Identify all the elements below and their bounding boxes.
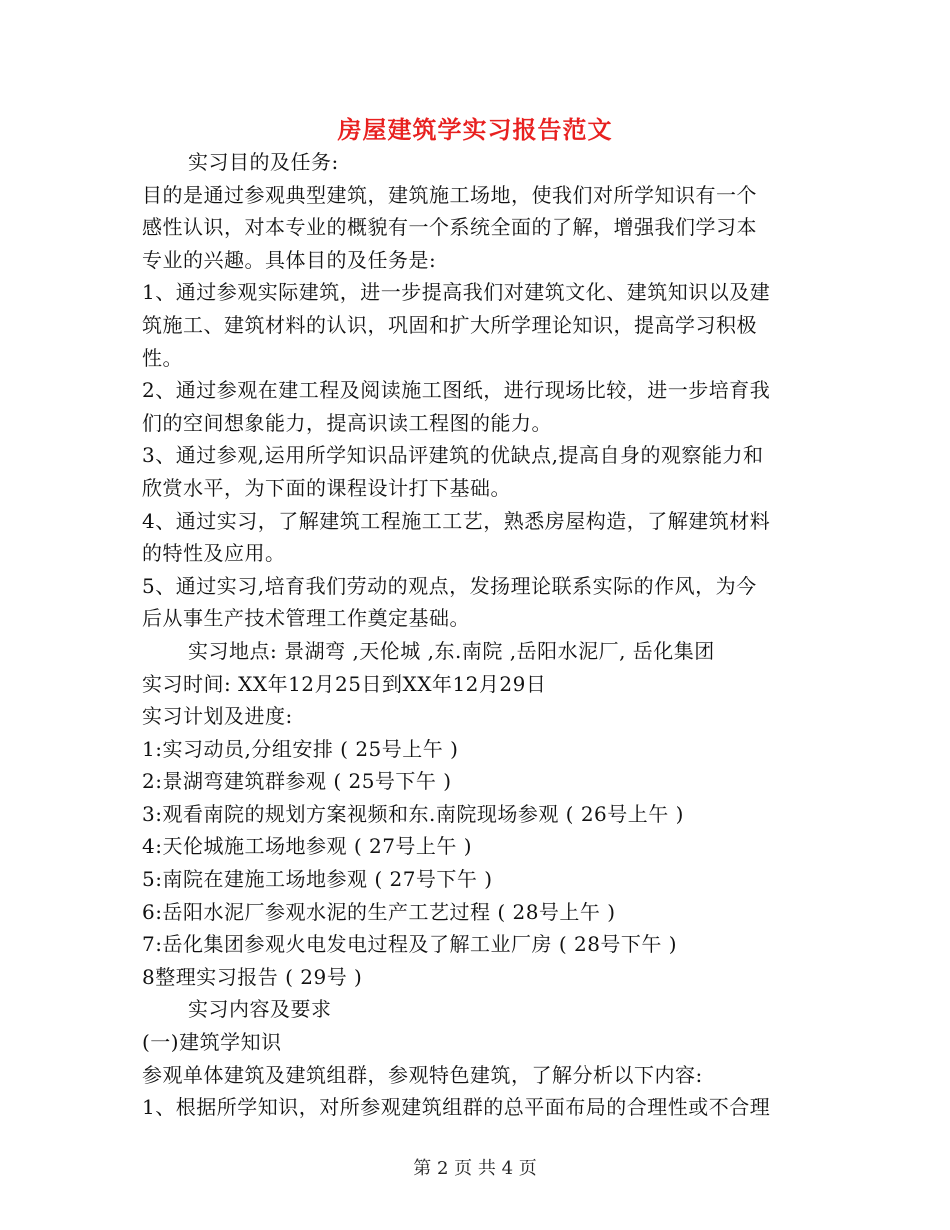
text-line: 3:观看南院的规划方案视频和东.南院现场参观 ( 26号上午 ) (142, 801, 684, 826)
text-line: 实习目的及任务: (188, 150, 339, 174)
text-line: 实习时间: XX年12月25日到XX年12月29日 (142, 671, 547, 696)
text-line: 实习计划及进度: (142, 704, 293, 729)
text-line: 参观单体建筑及建筑组群，参观特色建筑，了解分析以下内容: (142, 1062, 703, 1087)
text-line: 2:景湖弯建筑群参观 ( 25号下午 ) (142, 769, 452, 794)
text-line: 5、通过实习,培育我们劳动的观点，发扬理论联系实际的作风，为今 (142, 573, 757, 598)
text-line: 性。 (142, 345, 183, 370)
text-line: 后从事生产技术管理工作奠定基础。 (142, 606, 470, 631)
text-line: 实习内容及要求 (188, 997, 332, 1022)
text-line: 1、根据所学知识，对所参观建筑组群的总平面布局的合理性或不合理 (142, 1095, 771, 1120)
text-line: 3、通过参观,运用所学知识品评建筑的优缺点,提高自身的观察能力和 (142, 443, 764, 468)
text-line: 5:南院在建施工场地参观 ( 27号下午 ) (142, 867, 493, 892)
document-title: 房屋建筑学实习报告范文 (337, 115, 613, 144)
text-line: 欣赏水平，为下面的课程设计打下基础。 (142, 475, 511, 500)
text-line: 7:岳化集团参观火电发电过程及了解工业厂房 ( 28号下午 ) (142, 932, 678, 957)
text-line: (一)建筑学知识 (142, 1030, 282, 1055)
text-line: 们的空间想象能力，提高识读工程图的能力。 (142, 410, 552, 435)
text-line: 8整理实习报告 ( 29号 ) (142, 964, 363, 989)
text-line: 目的是通过参观典型建筑，建筑施工场地，使我们对所学知识有一个 (142, 182, 757, 207)
text-line: 4、通过实习，了解建筑工程施工工艺，熟悉房屋构造，了解建筑材料 (142, 508, 771, 533)
text-line: 1、通过参观实际建筑，进一步提高我们对建筑文化、建筑知识以及建 (142, 280, 771, 305)
document-body (142, 146, 810, 1124)
text-line: 的特性及应用。 (142, 541, 286, 566)
text-line: 2、通过参观在建工程及阅读施工图纸，进行现场比较，进一步培育我 (142, 378, 771, 403)
text-line: 6:岳阳水泥厂参观水泥的生产工艺过程 ( 28号上午 ) (142, 899, 616, 924)
text-line: 专业的兴趣。具体目的及任务是: (142, 247, 437, 272)
text-line: 4:天伦城施工场地参观 ( 27号上午 ) (142, 834, 473, 859)
text-line: 1:实习动员,分组安排 ( 25号上午 ) (142, 736, 459, 761)
text-line: 筑施工、建筑材料的认识，巩固和扩大所学理论知识，提高学习积极 (142, 312, 757, 337)
page-footer: 第 2 页 共 4 页 (413, 1158, 537, 1179)
text-line: 实习地点: 景湖弯 ,天伦城 ,东.南院 ,岳阳水泥厂, 岳化集团 (188, 638, 715, 663)
text-line: 感性认识，对本专业的概貌有一个系统全面的了解，增强我们学习本 (142, 215, 757, 240)
